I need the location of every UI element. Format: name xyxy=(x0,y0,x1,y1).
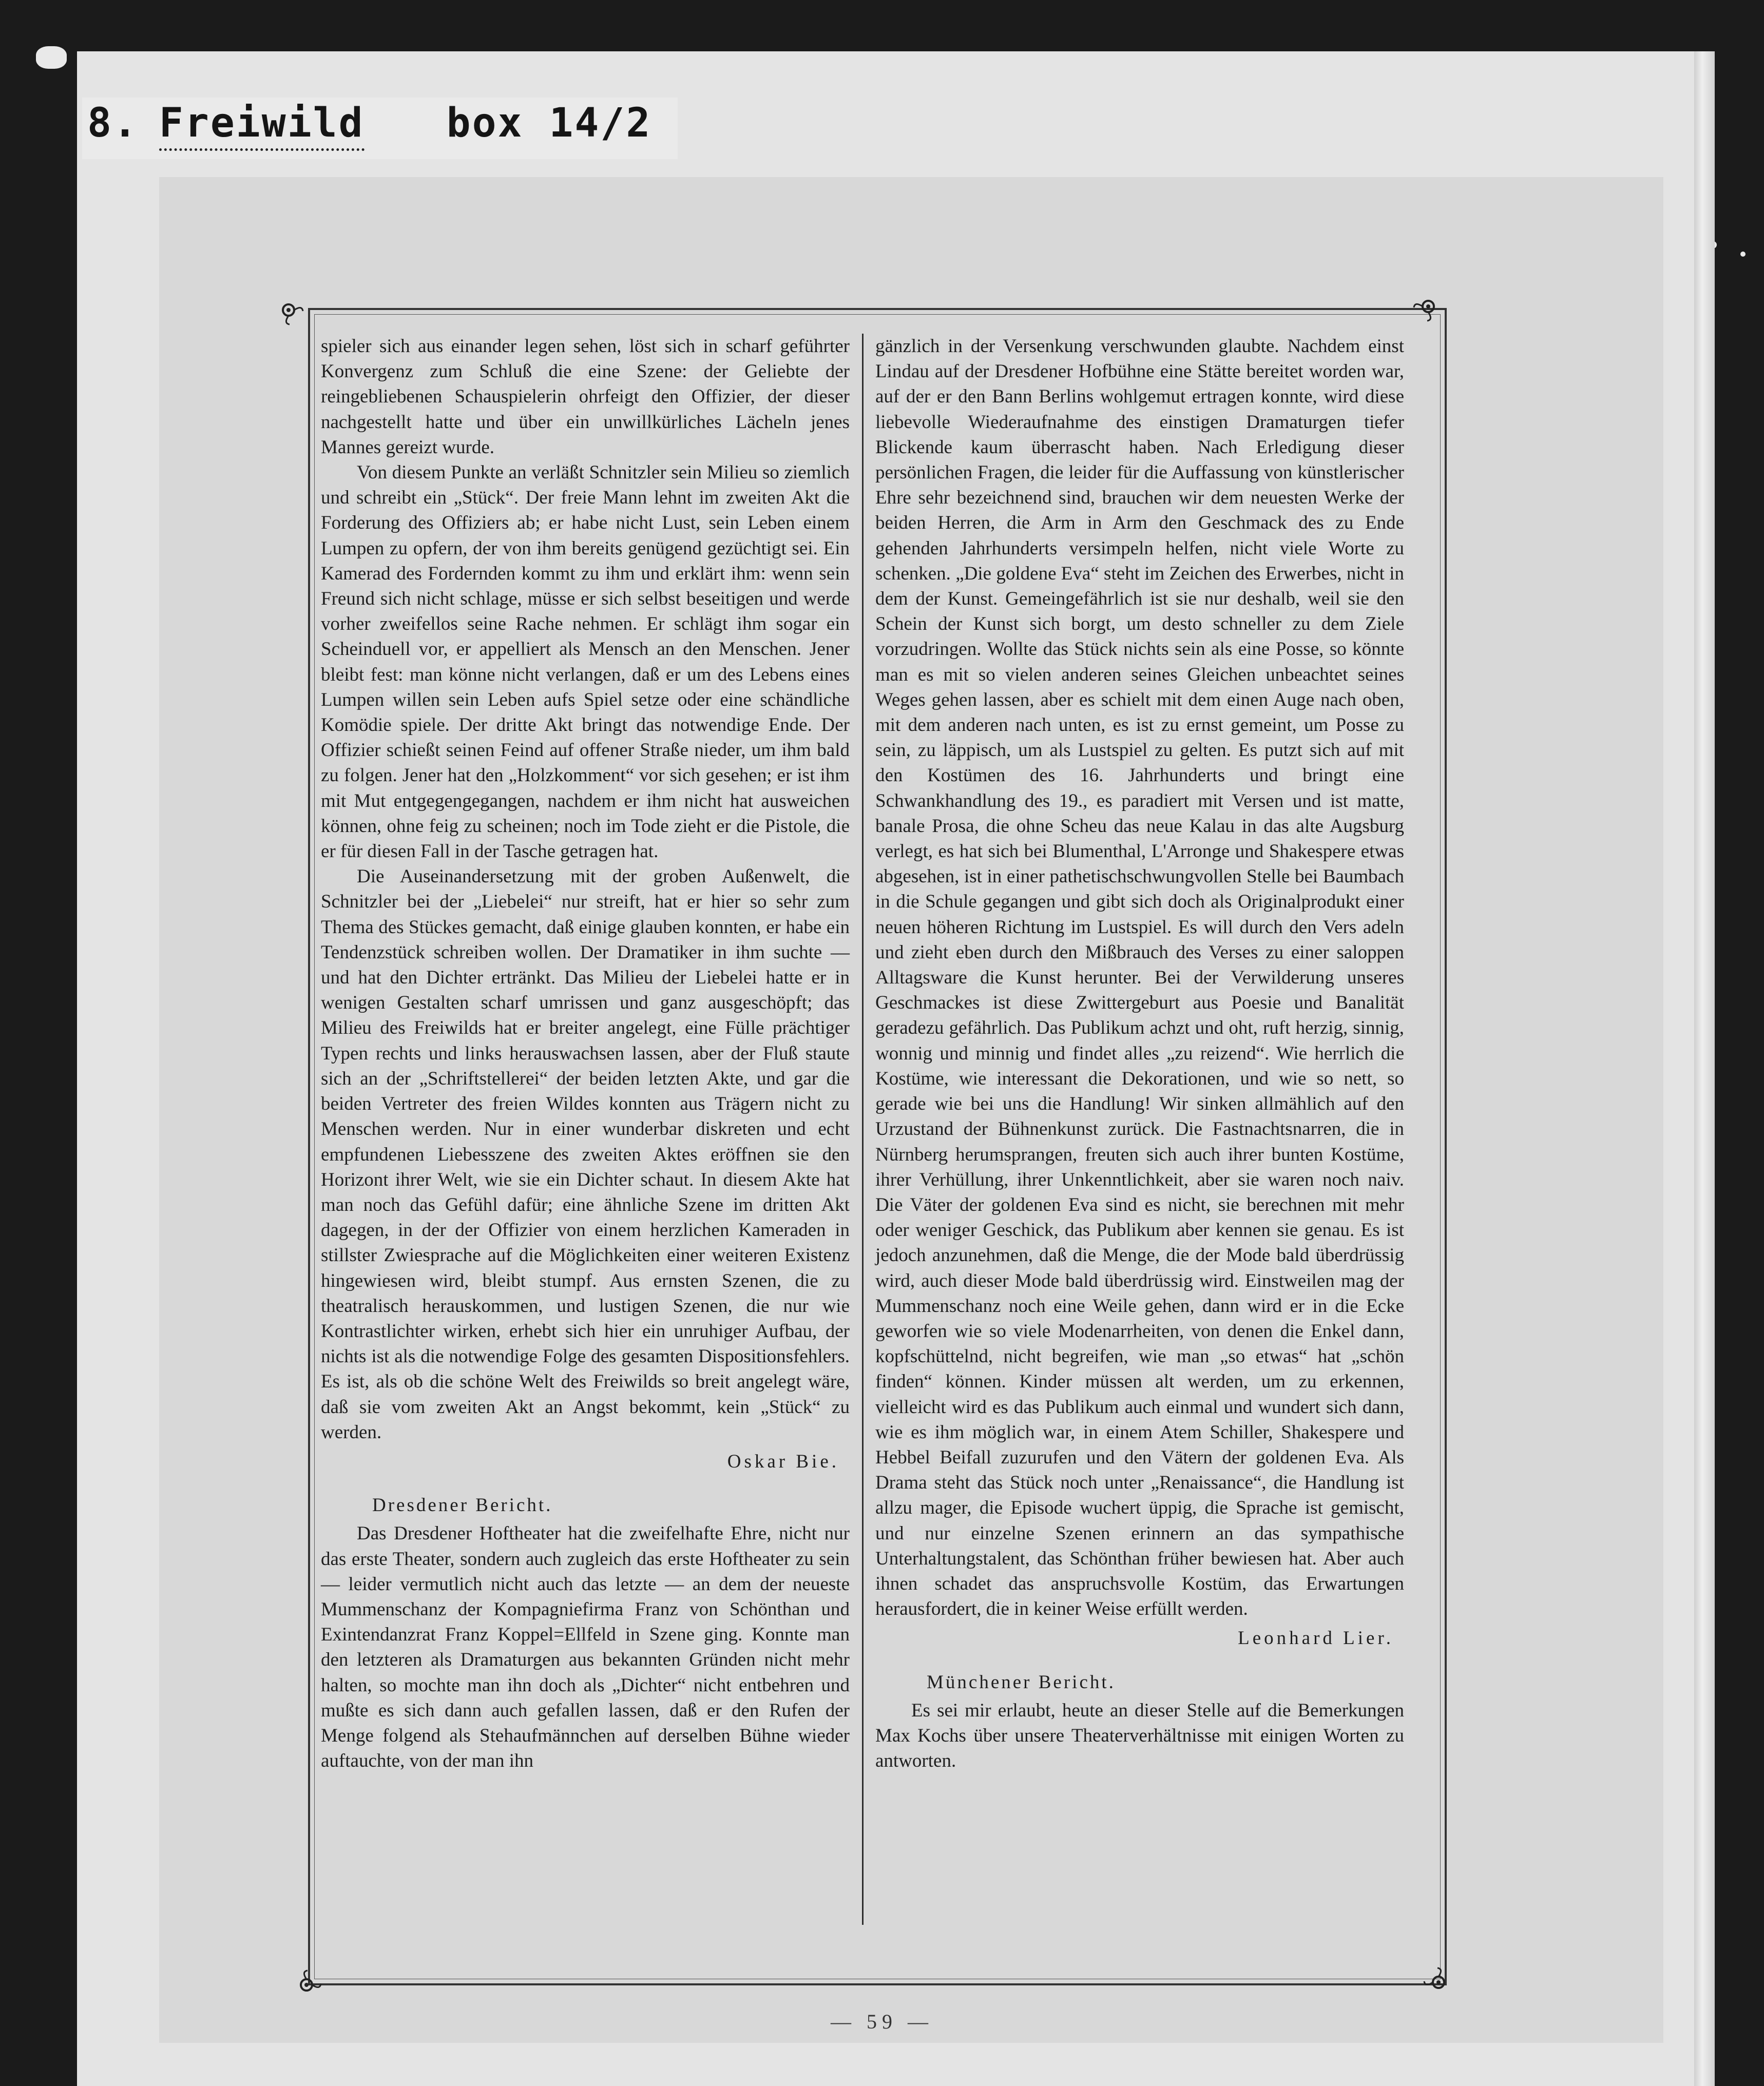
paragraph: Die Auseinandersetzung mit der groben Außenwelt, die Schnitzler bei der „Liebelei“ nur streift, hat er hier so sehr zum Thema des Stückes gemacht, daß einige glauben konnten, er habe ein Tendenzstück schreiben wollen. Der Dramatiker in ihm suchte — und hat den Dichter ertränkt. Das Milieu der Liebelei hatte er in wenigen Gestalten scharf umrissen und ganz ausgeschöpft; das Milieu des Freiwilds hat er breiter angelegt, eine Fülle prächtiger Typen rechts und links herauswachsen lassen, aber der Fluß staute sich an der „Schriftstellerei“ der beiden letzten Akte, und gar die beiden Vertreter des freien Wildes konnten aus Trägern nicht zu Menschen werden. Nur in einer wunderbar diskreten und echt empfundenen Liebesszene des zweiten Aktes eröffnen sie den Horizont ihrer Welt, wie sie ein Dichter schaut. In diesem Akte hat man noch das Gefühl dafür; eine ähnliche Szene im dritten Akt dagegen, in der der Offizier von einem herzlichen Kameraden in stillster Zwiesprache auf die Möglichkeiten einer weiteren Existenz hingewiesen wird, bleibt stumpf. Aus ernsten Szenen, die zu theatralisch herauskommen, und lustigen Szenen, die nur wie Kontrastlichter wirken, erhebt sich hier ein unruhiger Aufbau, der nichts ist als die notwendige Folge des gesamten Dispositionsfehlers. Es ist, als ob die schöne Welt des Freiwilds so breit angelegt wäre, daß sie vom zweiten Akt an Angst bekommt, kein „Stück“ zu werden. xyxy=(321,866,850,1443)
author-signature: Oskar Bie. xyxy=(727,1451,839,1472)
author-signature: Leonhard Lier. xyxy=(1238,1628,1394,1649)
paragraph: Das Dresdener Hoftheater hat die zweifelhafte Ehre, nicht nur das erste Theater, sondern auch zugleich das erste Hoftheater zu sein — leider vermutlich nicht auch das letzte — an dem der neueste Mummenschanz der Kompagniefirma Franz von Schönthan und Exintendanzrat Franz Koppel=Ellfeld in Szene ging. Konnte man den letzteren als Dramaturgen aus bekannten Gründen nicht mehr halten, so mochte man ihn doch als „Dichter“ nicht entbehren und mußte es sich dann auch gefallen lassen, daß er den Rufen der Menge folgend als Stehaufmännchen auf derselben Bühne wieder auftauchte, von der man ihn xyxy=(321,1523,850,1772)
section-heading: Dresdener Bericht. xyxy=(372,1495,553,1516)
column-divider xyxy=(862,334,864,1925)
section-heading: Münchener Bericht. xyxy=(927,1671,1116,1693)
film-dust-spot xyxy=(1740,252,1746,257)
page-number xyxy=(0,2010,1764,2034)
archive-label xyxy=(87,100,651,146)
paragraph: Von diesem Punkte an verläßt Schnitzler sein Milieu so ziemlich und schreibt ein „Stück“. Der freie Mann lehnt im zweiten Akt die Forderung des Offiziers ab; er habe nicht Lust, sein Leben einem Lumpen zu opfern, der von ihm bereits genügend gezüchtigt sei. Ein Kamerad des Fordernden kommt zu ihm und erklärt ihm: wenn sein Freund sich nicht schlage, müsse er sich selbst beseitigen und werde vorher zweifellos seine Rache nehmen. Er schlägt ihm sogar ein Scheinduell vor, er appelliert als Mensch an den Menschen. Jener bleibt fest: man könne nicht verlangen, daß er um des Lebens eines Lumpen willen sein Leben aufs Spiel setze oder eine schändliche Komödie spiele. Der dritte Akt bringt das notwendige Ende. Der Offizier schießt seinen Feind auf offener Straße nieder, um ihm bald zu folgen. Jener hat den „Holzkomment“ vor sich gesehen; er ist ihm mit Mut entgegengegangen, nachdem er ihm nicht hat ausweichen können, ohne feig zu scheinen; noch im Tode zieht er die Pistole, die er für diesen Fall in der Tasche getragen hat. xyxy=(321,462,850,862)
corner-ornament-bottom-right xyxy=(1422,1966,1455,1999)
column-right xyxy=(875,334,1404,1773)
paragraph: Es sei mir erlaubt, heute an dieser Stelle auf die Bemerkungen Max Kochs über unsere Theaterverhältnisse mit einigen Worten zu antworten. xyxy=(875,1699,1404,1772)
label-title: Freiwild xyxy=(159,100,365,151)
backing-sheet-edge xyxy=(1694,51,1715,2086)
corner-ornament-top-right xyxy=(1412,290,1445,323)
label-number: 8. xyxy=(87,100,139,146)
column-left xyxy=(321,334,850,1773)
paragraph: gänzlich in der Versenkung verschwunden glaubte. Nachdem einst Lindau auf der Dresdener Hofbühne eine Stätte bereitet worden war, auf der er den Bann Berlins wohlgemut ertragen konnte, wird diese liebevolle Wiederaufnahme des einstigen Dramaturgen tiefer Blickende kaum überrascht haben. Nach Erledigung dieser persönlichen Fragen, die leider für die Auffassung von künstlerischer Ehre sehr bezeichnend sind, brauchen wir dem neuesten Werke der beiden Herren, die Arm in Arm den Geschmack des zu Ende gehenden Jahrhunderts versimpeln helfen, nicht viele Worte zu schenken. „Die goldene Eva“ steht im Zeichen des Erwerbes, nicht in dem der Kunst. Gemeingefährlich ist sie nur deshalb, weil sie den Schein der Kunst sich borgt, um desto schneller zu dem Ziele vorzudringen. Wollte das Stück nichts sein als eine Posse, so könnte man es mit so vielen anderen seines Gleichen unbeachtet seines Weges gehen lassen, aber es schielt mit dem einen Auge nach oben, mit dem anderen nach unten, es ist zu ernst gemeint, um Posse zu sein, zu läppisch, um als Lustspiel zu gelten. Es putzt sich auf mit den Kostümen des 16. Jahrhunderts und bringt eine Schwankhandlung des 19., es paradiert mit Versen und ist matte, banale Prosa, die ohne Scheu das neue Kalau in das alte Augsburg verlegt, es hat sich bei Blumenthal, L'Arronge und Shakespere etwas abgesehen, ist in einer pathetischschwungvollen Stelle bei Baumbach in die Schule gegangen und gibt sich doch als Originalprodukt einer neuen höheren Richtung im Lustspiel. Es will durch den Vers adeln und zieht eben durch den Mißbrauch des Verses zu einer saloppen Alltagsware die Kunst herunter. Bei der Verwilderung unseres Geschmackes ist diese Zwittergeburt aus Poesie und Banalität geradezu gefährlich. Das Publikum achzt und oht, ruft herzig, sinnig, wonnig und minnig und findet alles „zu reizend“. Wie herrlich die Kostüme, wie interessant die Dekorationen, und wie so nett, so gerade wie bei uns die Handlung! Wir sinken allmählich auf den Urzustand der Bühnenkunst zurück. Die Fastnachtsnarren, die in Nürnberg herumsprangen, freuten sich auch ihrer bunten Kostüme, ihrer Verhüllung, ihrer Unkenntlichkeit, aber sie waren noch naiv. Die Väter der goldenen Eva sind es nicht, sie berechnen mit mehr oder weniger Geschick, das Publikum aber kennen sie genau. Es ist jedoch anzunehmen, daß die Menge, die der Mode bald überdrüssig wird, auch dieser Mode bald überdrüssig wird. Einstweilen mag der Mummenschanz noch eine Weile gehen, dann wird er in die Ecke geworfen wie so viele Modenarrheiten, von denen die Enkel dann, kopfschüttelnd, nicht begreifen, wie man „so etwas“ hat „schön finden“ können. Kinder müssen alt werden, um zu erkennen, vielleicht wird es das Publikum auch einmal und wundert sich dann, wie es ihm möglich war, in einem Atem Schiller, Shakespere und Hebbel Beifall zuzurufen und den Vätern der goldenen Eva. Als Drama steht das Stück noch unter „Renaissance“, die Handlung ist allzu mager, die Episode wuchert üppig, die Sprache ist gemischt, und nur einzelne Szenen erinnern an das sympathische Unterhaltungstalent, das Schönthan früher bewiesen hat. Aber auch ihnen schadet das anspruchsvolle Kostüm, das Erwartungen herausfordert, die in keiner Weise erfüllt werden. xyxy=(875,336,1404,1620)
film-dust-spot xyxy=(36,46,67,69)
label-box: box 14/2 xyxy=(446,100,652,146)
corner-ornament-top-left xyxy=(272,294,305,326)
corner-ornament-bottom-left xyxy=(290,1968,323,2001)
page-number-text: — 59 — xyxy=(831,2010,933,2033)
paragraph: spieler sich aus einander legen sehen, löst sich in scharf geführter Konvergenz zum Schluß die eine Szene: der Geliebte der reingebliebenen Schauspielerin ohrfeigt den Offizier, der dieser nachgestellt hatte und über ein unwillkürliches Lächeln jenes Mannes gereizt wurde. xyxy=(321,336,850,458)
